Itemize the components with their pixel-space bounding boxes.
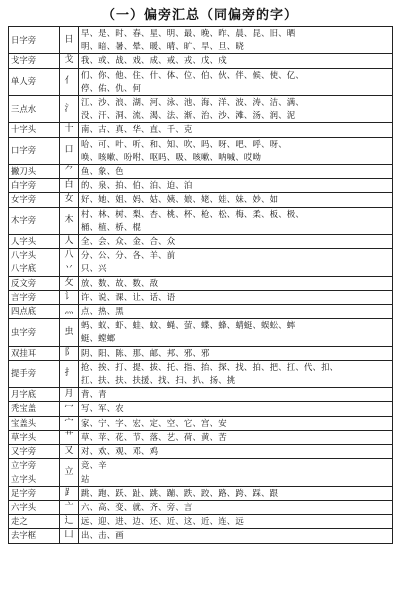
radical-glyph: 女 [60,193,79,207]
radical-name: 草字头 [11,431,37,442]
table-row [9,68,393,95]
radical-name-cell [9,388,60,402]
example-characters-cell [79,207,393,234]
radical-name-cell [9,500,60,514]
radical-glyph: ⻊ [60,486,79,500]
table-row [9,319,393,346]
table-row [9,305,393,319]
example-characters-line: 抢、挨、打、提、拔、托、指、抬、探、找、拍、把、扛、代、扣、 [81,361,339,372]
table-row [9,27,393,54]
example-characters-cell [79,193,393,207]
example-characters-cell [79,68,393,95]
radical-glyph: 虫 [60,319,79,346]
example-characters-line: 明、暗、暑、晕、暖、晴、旷、旱、旦、晓 [81,41,244,52]
radical-glyph: 人 [60,235,79,249]
example-characters-line: 背、青 [81,389,107,400]
radical-glyph: 艹 [60,430,79,444]
radical-name-cell [9,123,60,137]
table-row [9,388,393,402]
example-characters-line: 的、泉、拍、伯、泊、迫、泊 [81,180,193,191]
table-row [9,346,393,360]
radical-name-cell [9,319,60,346]
example-characters-line: 南、古、真、华、直、千、克 [81,124,193,135]
table-row [9,165,393,179]
radical-name-cell [9,137,60,164]
radical-name-cell [9,529,60,543]
radical-glyph: 口 [60,137,79,164]
table-row [9,54,393,68]
example-characters-cell [79,54,393,68]
table-row [9,402,393,416]
radical-glyph: 亻 [60,68,79,95]
radical-name-cell [9,515,60,529]
example-characters-cell [79,515,393,529]
example-characters-line: 江、沙、浪、湖、河、泳、池、海、洋、波、涛、洁、满、 [81,97,304,108]
table-row [9,276,393,290]
radical-glyph: 日 [60,27,79,54]
radical-name: 月字底 [11,389,37,400]
radical-name-cell [9,193,60,207]
example-characters-cell [79,123,393,137]
radical-name-cell [9,416,60,430]
radical-name: 四点底 [11,306,37,317]
example-characters-cell [79,416,393,430]
radical-table-body [9,27,393,544]
radical-name: 人字头 [11,236,37,247]
table-row [9,515,393,529]
example-characters-cell [79,249,393,276]
example-characters-line: 竞、辛 [81,460,107,471]
example-characters-line: 只、兴 [81,263,107,274]
radical-glyph: 冖 [60,402,79,416]
radical-glyph: 八 丷 [60,249,79,276]
radical-glyph: 又 [60,445,79,459]
radical-glyph: 宀 [60,416,79,430]
radical-name: 反文旁 [11,277,37,288]
example-characters-line: 家、宁、字、宏、定、空、它、宫、安 [81,417,227,428]
example-characters-line: 蜓、螳螂 [81,333,116,344]
radical-glyph: 亠 [60,500,79,514]
example-characters-cell [79,529,393,543]
example-characters-line: 鱼、象、色 [81,166,124,177]
radical-glyph: 阝 [60,346,79,360]
radical-glyph: 十 [60,123,79,137]
example-characters-line: 阴、阳、陈、那、邮、邦、邪、邪 [81,347,210,358]
example-characters-line: 全、会、众、金、合、众 [81,236,176,247]
example-characters-line: 许、说、课、让、话、语 [81,291,176,302]
radical-name-cell [9,290,60,304]
radical-name-cell [9,486,60,500]
radical-name-cell [9,207,60,234]
table-row [9,179,393,193]
radical-name: 提手旁 [11,368,37,379]
example-characters-line: 跳、跑、跃、趾、跳、蹦、跌、跤、路、跨、踩、跟 [81,487,279,498]
radical-name-cell [9,68,60,95]
example-characters-line: 唤、咳嗽、吩咐、呕吗、吸、咳嗽、呐喊、哎呦 [81,151,262,162]
example-characters-line: 早、是、时、春、星、明、最、晚、昨、晨、昆、旧、晒 [81,28,296,38]
radical-name: 走之 [11,516,28,527]
example-characters-line: 分、公、分、各、羊、前 [81,250,176,261]
radical-name: 宝盖头 [11,417,37,428]
radical-glyph: 辶 [60,515,79,529]
example-characters-cell [79,445,393,459]
example-characters-line: 哈、可、叶、听、和、知、吹、吗、呀、吧、呼、呀、 [81,138,287,149]
example-characters-line: 远、迎、进、边、还、近、这、近、连、远 [81,516,244,527]
example-characters-line: 点、热、黑 [81,306,124,317]
table-row [9,290,393,304]
table-row [9,123,393,137]
table-row [9,96,393,123]
example-characters-cell [79,402,393,416]
radical-name-cell [9,459,60,486]
radical-name: 秃宝盖 [11,403,37,414]
table-row [9,235,393,249]
table-row [9,445,393,459]
radical-name: 去字框 [11,530,37,541]
table-row [9,193,393,207]
radical-glyph: 讠 [60,290,79,304]
radical-glyph: 扌 [60,360,79,387]
example-characters-cell [79,360,393,387]
page-title: （一）偏旁汇总（同偏旁的字） [101,8,298,23]
example-characters-cell [79,305,393,319]
radical-name-cell [9,346,60,360]
table-row [9,360,393,387]
table-row [9,430,393,444]
radical-name-cell [9,445,60,459]
radical-glyph: 木 [60,207,79,234]
radical-name: 立字头 [11,473,37,484]
example-characters-line: 们、你、他、住、什、体、位、伯、伙、伴、候、使、亿、 [81,69,304,80]
radical-name: 言字旁 [11,291,37,302]
example-characters-cell [79,276,393,290]
radical-name: 立字旁 [11,460,37,471]
radical-glyph: 月 [60,388,79,402]
example-characters-line: 停、佑、仇、何 [81,82,142,93]
example-characters-cell [79,500,393,514]
example-characters-cell [79,290,393,304]
table-row [9,500,393,514]
example-characters-cell [79,96,393,123]
radical-glyph: 氵 [60,96,79,123]
example-characters-cell [79,137,393,164]
radical-name-cell [9,402,60,416]
example-characters-cell [79,165,393,179]
radical-name: 戈字旁 [11,55,37,66]
example-characters-cell [79,346,393,360]
example-characters-line: 好、她、姐、妈、姑、姨、娘、姥、娃、妹、妙、如 [81,194,279,205]
example-characters-line: 放、数、故、数、敌 [81,277,159,288]
radical-name: 八字头 [11,250,37,261]
radical-name-cell [9,305,60,319]
table-row [9,486,393,500]
example-characters-line: 出、击、画 [81,530,124,541]
radical-name: 十字头 [11,124,37,135]
radical-glyph: ⺈ [60,165,79,179]
radical-name: 木字旁 [11,215,37,226]
example-characters-line: 我、或、战、戏、成、戒、戎、戊、戍 [81,55,227,66]
example-characters-cell [79,319,393,346]
radical-name: 三点水 [11,103,37,114]
radical-glyph: 立 [60,459,79,486]
radical-name: 六字头 [11,501,37,512]
example-characters-cell [79,486,393,500]
example-characters-cell [79,459,393,486]
radical-name-cell [9,179,60,193]
example-characters-line: 村、林、树、梨、杏、桃、杯、枪、松、梅、柔、板、极、 [81,208,304,219]
radical-name: 女字旁 [11,194,37,205]
radical-name-cell [9,165,60,179]
radical-name-cell [9,360,60,387]
example-characters-line: 桶、植、桥、棍 [81,221,142,232]
radical-table [8,26,393,544]
radical-name-cell [9,276,60,290]
radical-glyph: 戈 [60,54,79,68]
table-row [9,416,393,430]
example-characters-cell [79,235,393,249]
radical-name: 双挂耳 [11,347,37,358]
example-characters-line: 扛、扶、扶、扶援、找、扫、扒、扬、挑 [81,375,236,386]
radical-name-cell [9,430,60,444]
radical-name: 八字底 [11,263,37,274]
example-characters-line: 对、欢、观、邓、鸡 [81,446,159,457]
radical-glyph: 凵 [60,529,79,543]
radical-name: 白字旁 [11,180,37,191]
example-characters-cell [79,430,393,444]
example-characters-line: 站 [81,473,90,484]
table-row [9,137,393,164]
radical-name-cell [9,96,60,123]
radical-name-cell [9,54,60,68]
radical-name: 又字旁 [11,446,37,457]
radical-glyph: 白 [60,179,79,193]
example-characters-cell [79,388,393,402]
example-characters-line: 写、军、农 [81,403,124,414]
radical-name: 单人旁 [11,76,37,87]
radical-name: 日字旁 [11,34,37,45]
example-characters-line: 没、汗、洞、流、渴、法、渐、治、沙、滩、汤、润、泥 [81,110,296,121]
radical-glyph: 灬 [60,305,79,319]
example-characters-line: 草、苹、花、节、落、艺、荷、黄、苦 [81,431,227,442]
radical-name-cell [9,249,60,276]
example-characters-cell [79,27,393,54]
table-row [9,249,393,276]
table-row [9,207,393,234]
radical-name-cell [9,27,60,54]
radical-name: 撇刀头 [11,166,37,177]
radical-glyph: 攵 [60,276,79,290]
radical-name: 足字旁 [11,487,37,498]
example-characters-cell [79,179,393,193]
radical-name-cell [9,235,60,249]
radical-name: 虫字旁 [11,326,37,337]
example-characters-line: 蚂、蚁、虾、蛙、蚊、蝇、萤、蝶、蜂、蜻蜓、蜈蚣、蟀 [81,320,296,331]
table-row [9,529,393,543]
radical-name: 口字旁 [11,145,37,156]
table-row [9,459,393,486]
example-characters-line: 六、高、变、就、齐、旁、言 [81,501,193,512]
